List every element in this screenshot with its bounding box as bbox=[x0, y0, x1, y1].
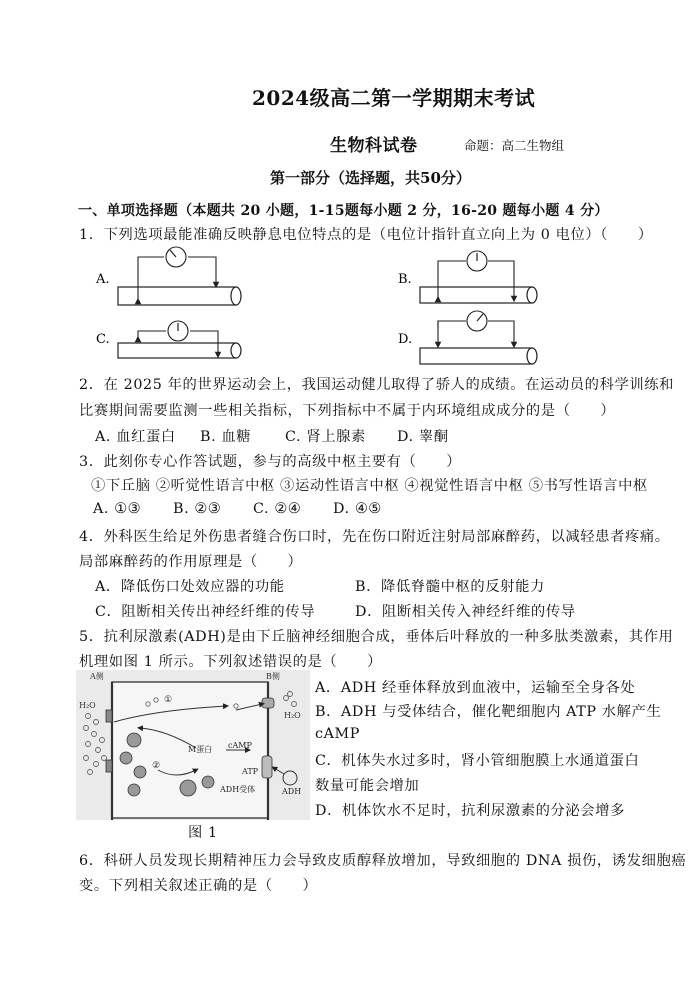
q4-line2: 局部麻醉药的作用原理是（ ） bbox=[79, 554, 303, 570]
q5-option-b: B．ADH 与受体结合，催化靶细胞内 ATP 水解产生 bbox=[315, 704, 662, 720]
q5-line2: 机理如图 1 所示。下列叙述错误的是（ ） bbox=[79, 654, 383, 670]
q5-option-c-cont: 数量可能会增加 bbox=[315, 778, 420, 794]
q3-option-d: D. ④⑤ bbox=[333, 501, 382, 517]
q2-option-d: D. 睾酮 bbox=[397, 429, 449, 445]
q1-label-a: A. bbox=[96, 272, 110, 287]
figure-h2o-left: H₂O bbox=[79, 701, 96, 710]
q2-line1: 2．在 2025 年的世界运动会上，我国运动健儿取得了骄人的成绩。在运动员的科学训练和 bbox=[79, 377, 675, 393]
q6-line2: 变。下列相关叙述正确的是（ ） bbox=[79, 878, 318, 894]
q1-diagrams bbox=[90, 245, 570, 375]
figure-h2o-right: H₂O bbox=[284, 711, 301, 720]
figure-1-adh-mechanism bbox=[76, 670, 310, 820]
figure-camp: cAMP bbox=[228, 741, 252, 750]
figure-side-b: B侧 bbox=[266, 672, 280, 681]
figure-receptor: ADH受体 bbox=[220, 785, 256, 794]
q1-label-b: B. bbox=[398, 272, 412, 287]
section-title: 一、单项选择题（本题共 20 小题，1-15题每小题 2 分，16-20 题每小题 4 分） bbox=[78, 203, 609, 219]
figure-side-a: A侧 bbox=[90, 672, 104, 681]
q2-option-a: A. 血红蛋白 bbox=[95, 429, 176, 445]
q6-line1: 6．科研人员发现长期精神压力会导致皮质醇释放增加，导致细胞的 DNA 损伤，诱发细胞癌 bbox=[79, 853, 687, 869]
q1-option-b-diagram bbox=[398, 251, 537, 303]
q3-option-a: A. ①③ bbox=[93, 501, 142, 517]
q4-option-a: A．降低伤口处效应器的功能 bbox=[95, 579, 285, 595]
q5-line1: 5．抗利尿激素(ADH)是由下丘脑神经细胞合成，垂体后叶释放的一种多肽类激素，其作用 bbox=[79, 629, 674, 645]
q2-line2: 比赛期间需要监测一些相关指标，下列指标中不属于内环境组成成分的是（ ） bbox=[79, 403, 616, 419]
q5-option-d: D．机体饮水不足时，抗利尿激素的分泌会增多 bbox=[315, 803, 625, 819]
figure-1-caption: 图 1 bbox=[188, 825, 218, 841]
q4-option-b: B．降低脊髓中枢的反射能力 bbox=[355, 579, 545, 595]
q3-option-c: C. ②④ bbox=[253, 501, 302, 517]
q5-option-c: C．机体失水过多时，肾小管细胞膜上水通道蛋白 bbox=[315, 753, 640, 769]
setter-line: 命题：高二生物组 bbox=[464, 138, 565, 153]
paper-title: 生物科试卷 bbox=[330, 136, 418, 156]
figure-step-1: ① bbox=[164, 695, 173, 705]
figure-m-protein: M蛋白 bbox=[188, 745, 213, 754]
q4-option-d: D．阻断相关传入神经纤维的传导 bbox=[355, 604, 576, 620]
q1-label-d: D. bbox=[398, 332, 413, 347]
q4-option-c: C．阻断相关传出神经纤维的传导 bbox=[95, 604, 316, 620]
figure-adh: ADH bbox=[282, 787, 302, 796]
q3-items: ①下丘脑 ②听觉性语言中枢 ③运动性语言中枢 ④视觉性语言中枢 ⑤书写性语言中枢 bbox=[91, 478, 648, 494]
q1-option-d-diagram bbox=[398, 311, 537, 364]
q1-label-c: C. bbox=[96, 332, 110, 347]
q1-option-c-diagram bbox=[96, 321, 241, 358]
q3-stem: 3．此刻你专心作答试题，参与的高级中枢主要有（ ） bbox=[79, 454, 462, 470]
q1-stem: 1．下列选项最能准确反映静息电位特点的是（电位计指针直立向上为 0 电位）（ ） bbox=[79, 227, 653, 243]
q5-option-a: A．ADH 经垂体释放到血液中，运输至全身各处 bbox=[315, 680, 636, 696]
part-title: 第一部分（选择题，共50分） bbox=[270, 169, 471, 187]
figure-step-2: ② bbox=[152, 761, 161, 771]
q4-line1: 4．外科医生给足外伤患者缝合伤口时，先在伤口附近注射局部麻醉药，以减轻患者疼痛。 bbox=[79, 529, 670, 545]
figure-atp: ATP bbox=[242, 767, 259, 776]
exam-title: 2024级高二第一学期期末考试 bbox=[252, 86, 536, 110]
q5-option-b-cont: cAMP bbox=[315, 726, 360, 742]
q1-option-a-diagram bbox=[95, 247, 241, 305]
q3-option-b: B. ②③ bbox=[173, 501, 222, 517]
q2-option-b: B. 血糖 bbox=[200, 429, 252, 445]
q2-option-c: C. 肾上腺素 bbox=[285, 429, 366, 445]
